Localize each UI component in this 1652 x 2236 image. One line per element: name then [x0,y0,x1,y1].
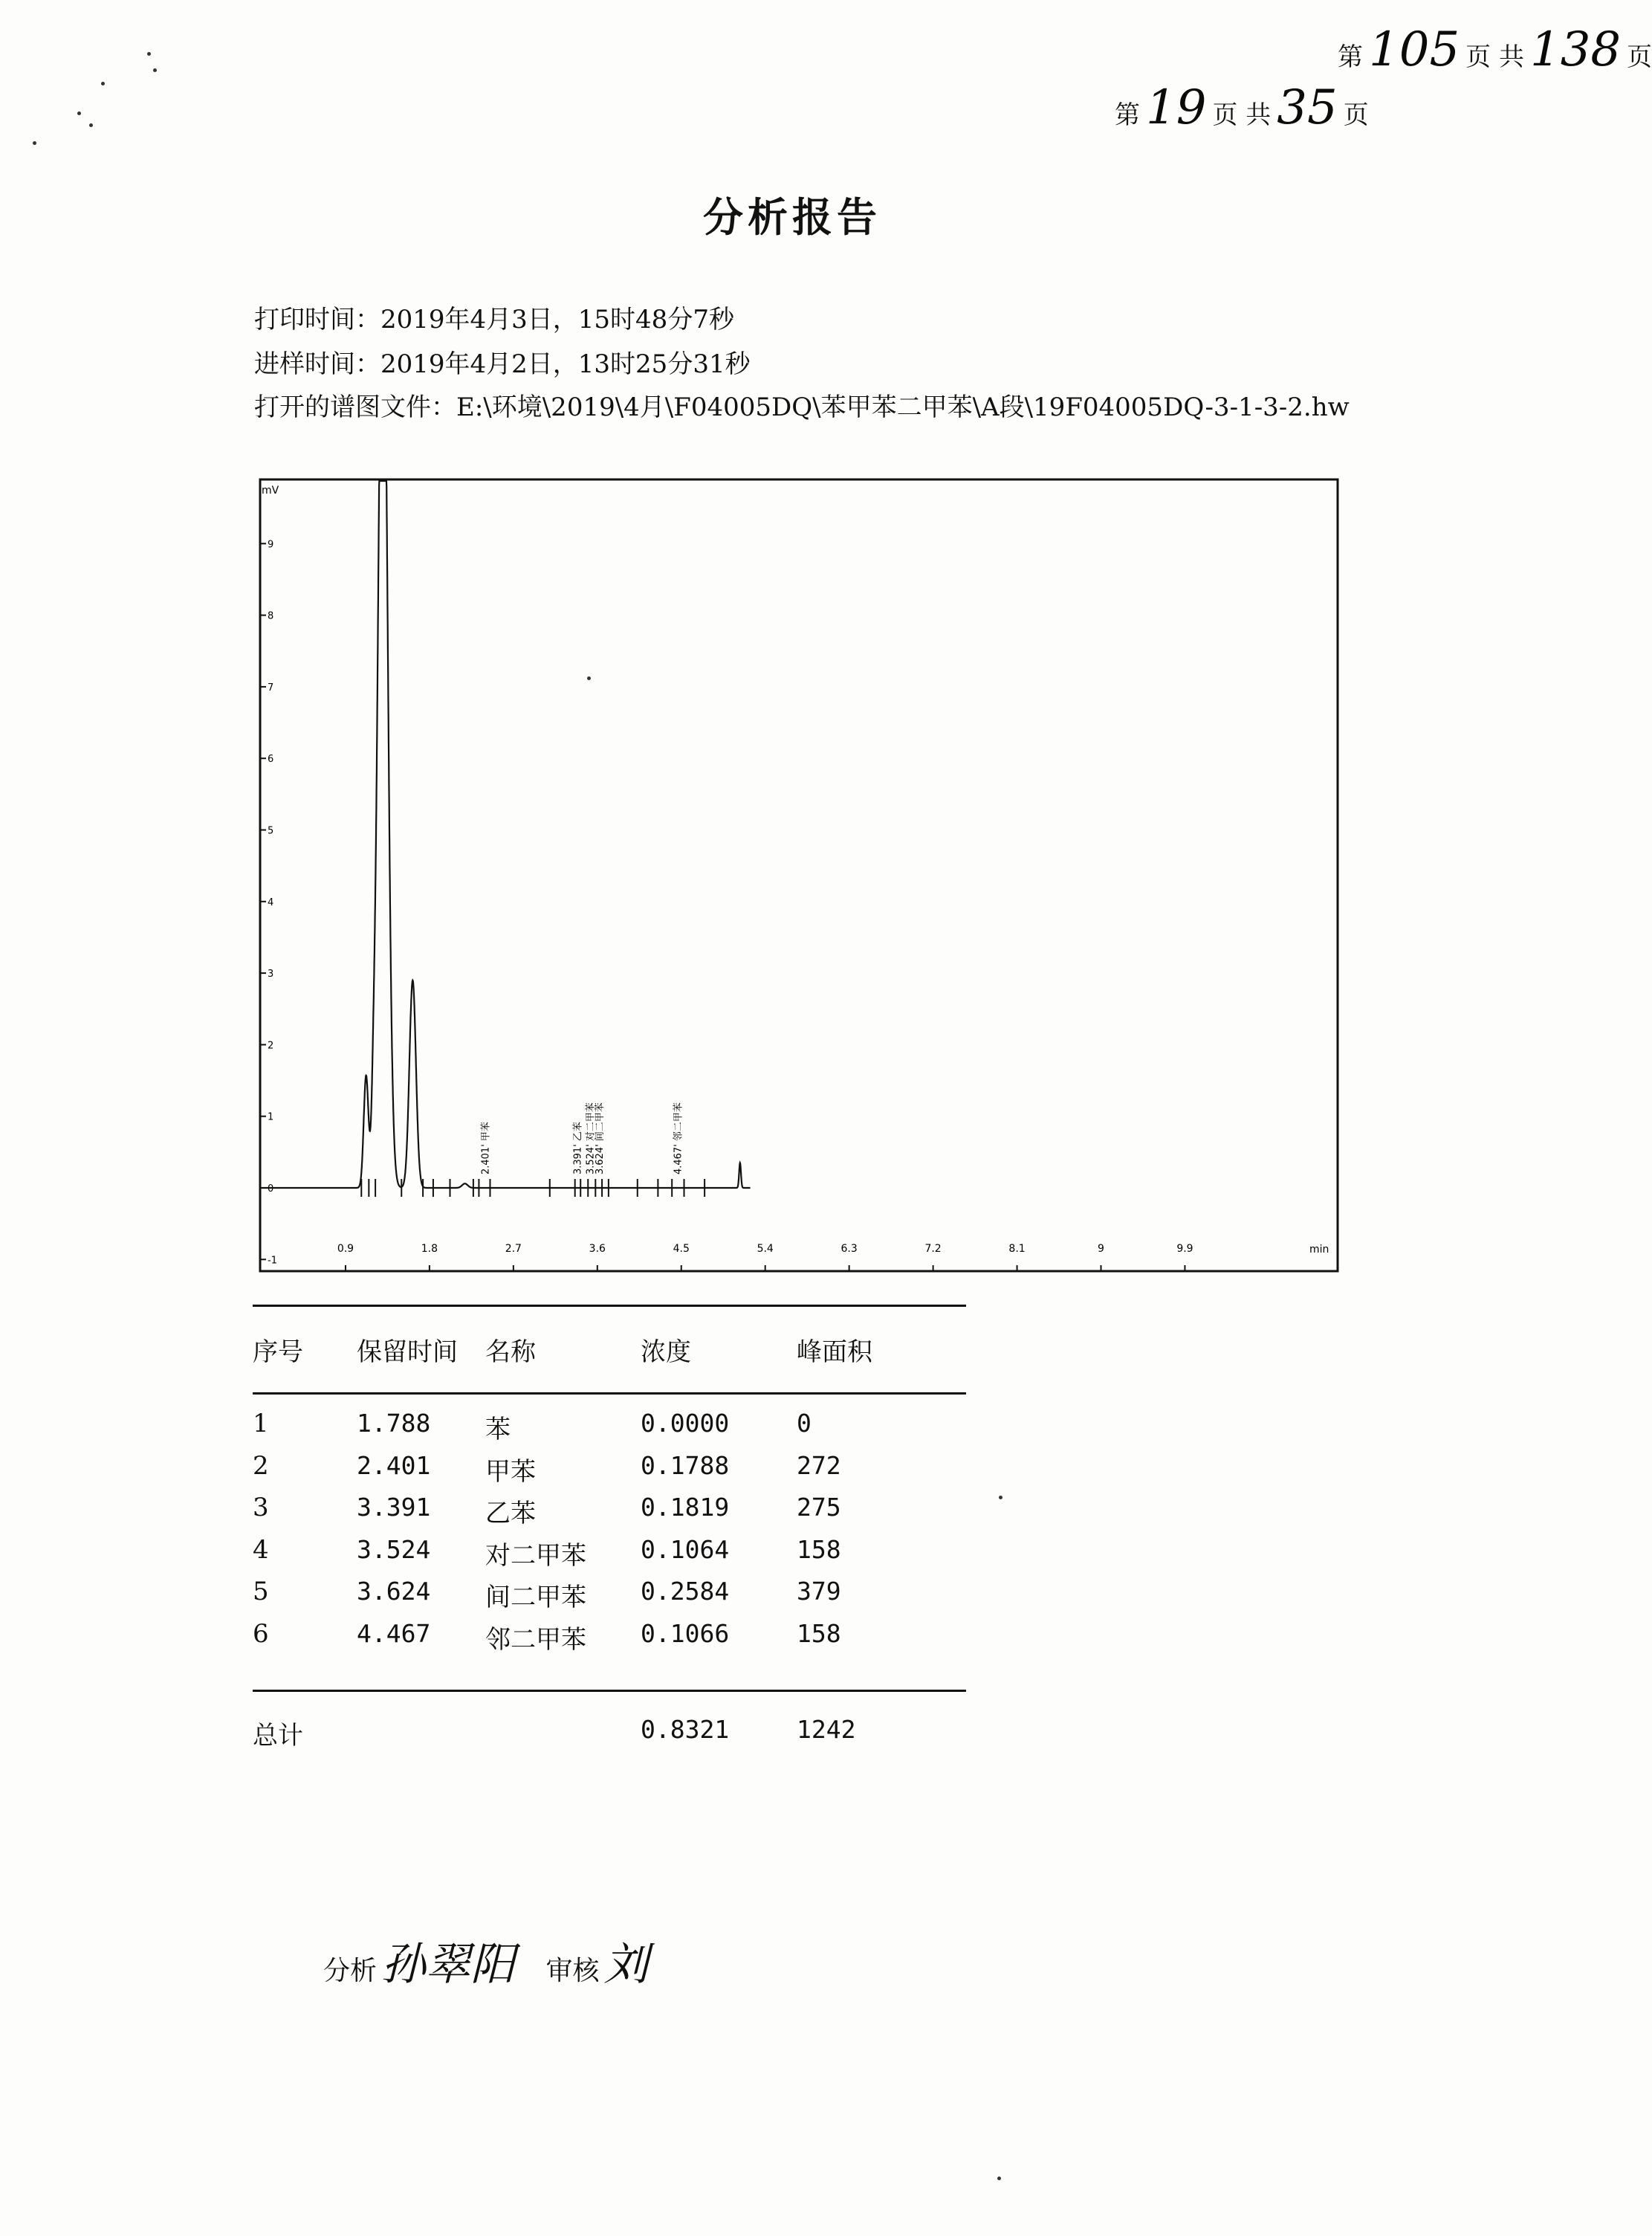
y-tick-label: 7 [268,682,274,694]
row-compound-name: 甲苯 [485,1456,536,1487]
x-tick-label: 2.7 [505,1243,522,1255]
signature-block [323,1929,670,1993]
y-tick-label: -1 [268,1255,277,1267]
row-compound-name: 对二甲苯 [485,1540,586,1571]
results-table [253,1305,966,1751]
scan-speck [999,1496,1002,1499]
y-tick-label: 8 [268,610,274,622]
row-concentration: 0.1819 [641,1493,730,1522]
y-tick-label: 4 [268,896,274,908]
peak-label: 3.624' 间二甲苯 [594,1102,606,1174]
peak-label-group [480,1102,684,1174]
y-tick-label: 3 [268,969,274,980]
x-tick-label: 9.9 [1176,1243,1193,1255]
header-compound-name: 名称 [485,1337,536,1367]
row-peak-area: 272 [797,1450,841,1480]
analyst-signature: 孙翠阳 [381,1939,516,1991]
y-tick-label: 6 [268,754,274,766]
row-concentration: 0.1788 [641,1450,730,1480]
row-concentration: 0.2584 [641,1577,730,1606]
row-peak-area: 158 [797,1534,841,1564]
x-tick-label: 7.2 [924,1243,942,1255]
analyst-label: 分析 [323,1956,378,1986]
total-concentration: 0.8321 [641,1715,730,1744]
peak-label: 3.391' 乙苯 [572,1122,584,1174]
chromatogram-file-path: 打开的谱图文件：E:\环境\2019\4月\F04005DQ\苯甲苯二甲苯\A段\19F04005DQ-3-1-3-2.hw [254,392,1350,422]
peak-label: 4.467' 邻二甲苯 [673,1102,684,1174]
row-index: 4 [253,1534,269,1565]
row-compound-name: 乙苯 [485,1499,536,1528]
x-tick-label: 9 [1098,1243,1104,1255]
x-tick-label: 4.5 [673,1243,690,1255]
outer-page-prefix: 第 [1338,42,1363,72]
y-axis-unit: mV [262,485,279,497]
row-peak-area: 158 [797,1618,841,1648]
row-retention-time: 3.391 [357,1493,431,1522]
header-concentration: 浓度 [641,1337,691,1367]
row-peak-area: 0 [797,1409,812,1438]
row-concentration: 0.1064 [641,1534,730,1564]
y-tick-label: 5 [268,825,274,837]
total-peak-area: 1242 [797,1715,856,1744]
row-compound-name: 间二甲苯 [485,1583,586,1612]
x-tick-group [337,1243,1193,1271]
x-tick-label: 0.9 [337,1243,354,1255]
row-retention-time: 2.401 [357,1450,431,1480]
row-index: 2 [253,1450,269,1481]
row-index: 5 [253,1577,269,1606]
injection-time: 进样时间：2019年4月2日，13时25分31秒 [254,349,751,379]
y-tick-label: 0 [268,1183,274,1195]
row-retention-time: 3.524 [357,1534,431,1564]
table-header-rule [253,1392,966,1395]
scan-speck [997,2177,1001,2180]
print-time: 打印时间：2019年4月3日，15时48分7秒 [254,305,734,335]
x-axis-unit: min [1309,1244,1329,1256]
row-peak-area: 379 [797,1577,841,1606]
y-tick-group [260,539,277,1266]
reviewer-signature: 刘 [603,1939,649,1991]
chart-frame [260,479,1338,1271]
table-bottom-rule [253,1690,966,1692]
inner-page-suffix: 页 [1343,100,1369,130]
inner-page-prefix: 第 [1115,100,1140,130]
row-retention-time: 1.788 [357,1409,431,1438]
table-top-rule [253,1305,966,1307]
row-peak-area: 275 [797,1493,841,1522]
header-index: 序号 [253,1337,303,1367]
outer-page-suffix: 页 [1627,42,1652,72]
x-tick-label: 8.1 [1008,1243,1026,1255]
report-title: 分析报告 [703,193,881,241]
row-index: 3 [253,1493,269,1522]
row-concentration: 0.1066 [641,1618,730,1648]
row-retention-time: 3.624 [357,1577,431,1606]
row-index: 6 [253,1618,269,1649]
inner-page-mid: 页 共 [1212,100,1272,130]
outer-page-handwritten-number: 105 [1369,22,1460,77]
total-label: 总计 [253,1721,303,1751]
inner-page-handwritten-total: 35 [1277,80,1338,135]
chromatogram-trace [262,481,751,1188]
inner-page-handwritten-number: 19 [1146,80,1207,135]
row-compound-name: 苯 [485,1415,511,1444]
outer-page-mid: 页 共 [1465,42,1524,72]
x-tick-label: 5.4 [757,1243,774,1255]
peak-label: 3.524' 对二甲苯 [585,1102,597,1174]
row-concentration: 0.0000 [641,1409,730,1438]
row-compound-name: 邻二甲苯 [485,1624,586,1655]
reviewer-label: 审核 [545,1956,600,1986]
y-tick-label: 2 [268,1040,274,1052]
row-retention-time: 4.467 [357,1618,431,1648]
x-tick-label: 3.6 [589,1243,606,1255]
y-tick-label: 1 [268,1111,274,1123]
x-tick-label: 6.3 [840,1243,858,1255]
row-index: 1 [253,1409,269,1438]
header-peak-area: 峰面积 [797,1337,872,1367]
outer-page-handwritten-total: 138 [1529,22,1622,77]
x-tick-label: 1.8 [421,1243,438,1255]
header-retention-time: 保留时间 [357,1337,458,1367]
y-tick-label: 9 [268,539,274,551]
peak-label: 2.401' 甲苯 [480,1122,492,1174]
